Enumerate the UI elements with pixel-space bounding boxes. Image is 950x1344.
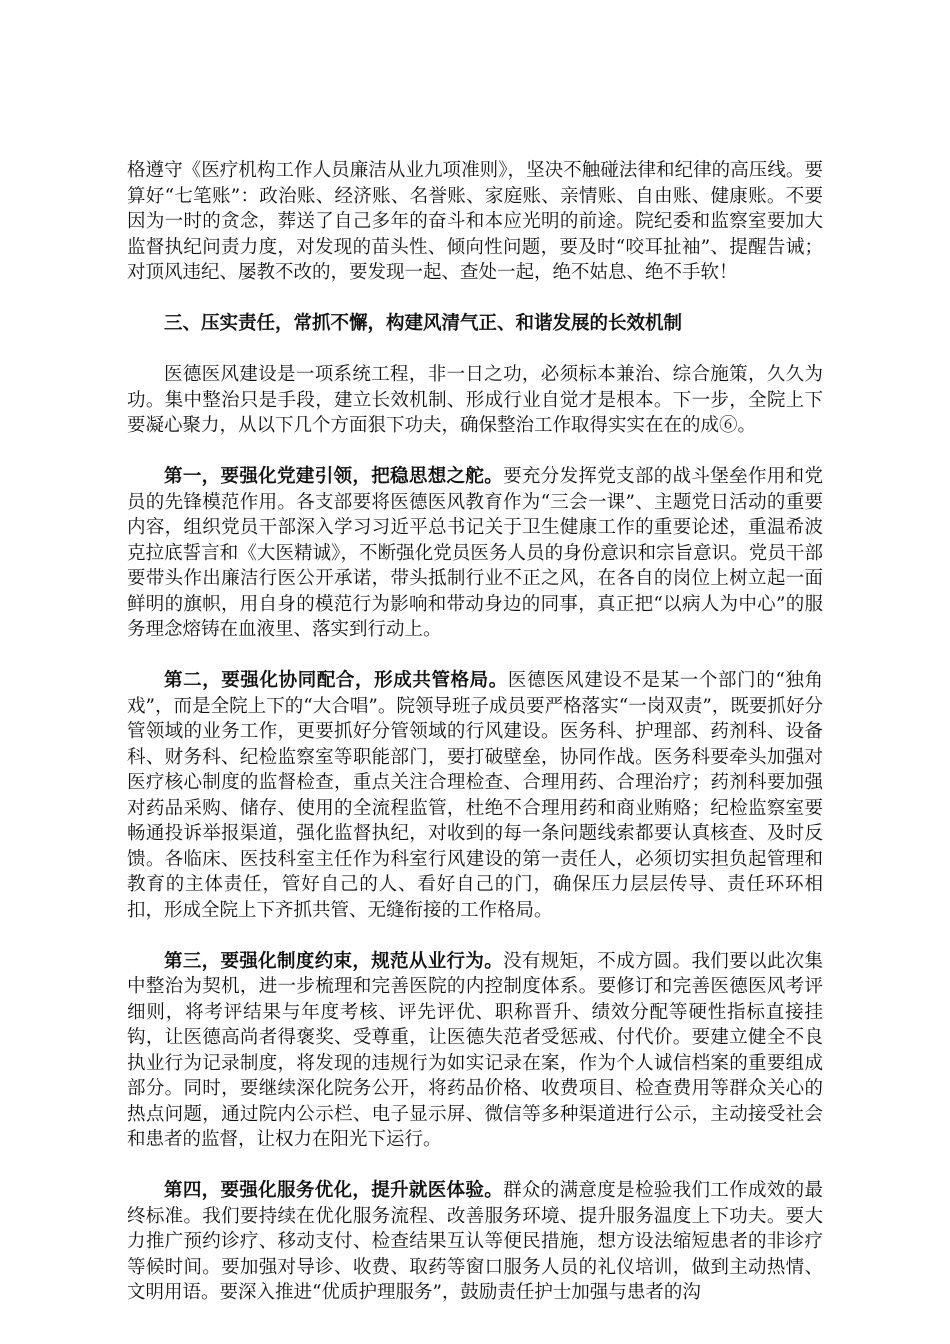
- item-paragraph-4: [127, 1178, 823, 1306]
- item-body-2: 医德医风建设不是某一个部门的“独角戏”，而是全院上下的“大合唱”。院领导班子成员要严格落实“一岗双责”，既要抓好分管领域的业务工作，更要抓好分管领域的行风建设。医务科、护理部、药剂科、设备科、财务科、纪检监察室等职能部门，要打破壁垒，协同作战。医务科要牵头加强对医疗核心制度的监督检查，重点关注合理检查、合理用药、合理治疗；药剂科要加强对药品采购、储存、使用的全流程监管，杜绝不合理用药和商业贿赂；纪检监察室要畅通投诉举报渠道，强化监督执纪，对收到的每一条问题线索都要认真核查、及时反馈。各临床、医技科室主任作为科室行风建设的第一责任人，必须切实担负起管理和教育的主体责任，管好自己的人、看好自己的门，确保压力层层传导、责任环环相扣，形成全院上下齐抓共管、无缝衔接的工作格局。: [127, 670, 823, 921]
- item-paragraph-3: [127, 949, 823, 1153]
- paragraph-continued: 格遵守《医疗机构工作人员廉洁从业九项准则》，坚决不触碰法律和纪律的高压线。要算好“七笔账”：政治账、经济账、名誉账、家庭账、亲情账、自由账、健康账。不要因为一时的贪念，葬送了自己多年的奋斗和本应光明的前途。院纪委和监察室要加大监督执纪问责力度，对发现的苗头性、倾向性问题，要及时“咬耳扯袖”、提醒告诫；对顶风违纪、屡教不改的，要发现一起、查处一起，绝不姑息、绝不手软！: [127, 160, 823, 283]
- item-lead-1: 第一，要强化党建引领，把稳思想之舵。: [164, 466, 504, 487]
- item-lead-4: 第四，要强化服务优化，提升就医体验。: [164, 1180, 504, 1201]
- item-lead-2: 第二，要强化协同配合，形成共管格局。: [164, 670, 508, 691]
- section-3-intro: 医德医风建设是一项系统工程，非一日之功，必须标本兼治、综合施策，久久为功。集中整治只是手段，建立长效机制、形成行业自觉才是根本。下一步，全院上下要凝心聚力，从以下几个方面狠下功夫，确保整治工作取得实实在在的成⑥。: [127, 364, 823, 436]
- item-lead-3: 第三，要强化制度约束，规范从业行为。: [164, 950, 504, 972]
- item-body-1: 要充分发挥党支部的战斗堡垒作用和党员的先锋模范作用。各支部要将医德医风教育作为“三会一课”、主题党日活动的重要内容，组织党员干部深入学习习近平总书记关于卫生健康工作的重要论述，重温希波克拉底誓言和《大医精诚》，不断强化党员医务人员的身份意识和宗旨意识。党员干部要带头作出廉洁行医公开承诺，带头抵制行业不正之风，在各自的岗位上树立起一面鲜明的旗帜，用自身的模范行为影响和带动身边的同事，真正把“以病人为中心”的服务理念熔铸在血液里、落实到行动上。: [127, 466, 823, 640]
- item-paragraph-1: [127, 464, 823, 643]
- item-body-3: 没有规矩，不成方圆。我们要以此次集中整治为契机，进一步梳理和完善医院的内控制度体系。要修订和完善医德医风考评细则，将考评结果与年度考核、评先评优、职称晋升、绩效分配等硬性指标直接挂钩，让医德高尚者得褒奖、受尊重，让医德失范者受惩戒、付代价。要建立健全不良执业行为记录制度，将发现的违规行为如实记录在案，作为个人诚信档案的重要组成部分。同时，要继续深化院务公开，将药品价格、收费项目、检查费用等群众关心的热点问题，通过院内公示栏、电子显示屏、微信等多种渠道进行公示，主动接受社会和患者的监督，让权力在阳光下运行。: [127, 950, 823, 1150]
- section-heading-3: 三、压实责任，常抓不懈，构建风清气正、和谐发展的长效机制: [164, 313, 683, 334]
- item-paragraph-2: [127, 668, 823, 923]
- document-page: [127, 158, 823, 1331]
- item-body-4: 群众的满意度是检验我们工作成效的最终标准。我们要持续在优化服务流程、改善服务环境、提升服务温度上下功夫。要大力推广预约诊疗、移动支付、检查结果互认等便民措施，想方设法缩短患者的非诊疗等候时间。要加强对导诊、收费、取药等窗口服务人员的礼仪培训，做到主动热情、文明用语。要深入推进“优质护理服务”，鼓励责任护士加强与患者的沟: [127, 1180, 823, 1303]
